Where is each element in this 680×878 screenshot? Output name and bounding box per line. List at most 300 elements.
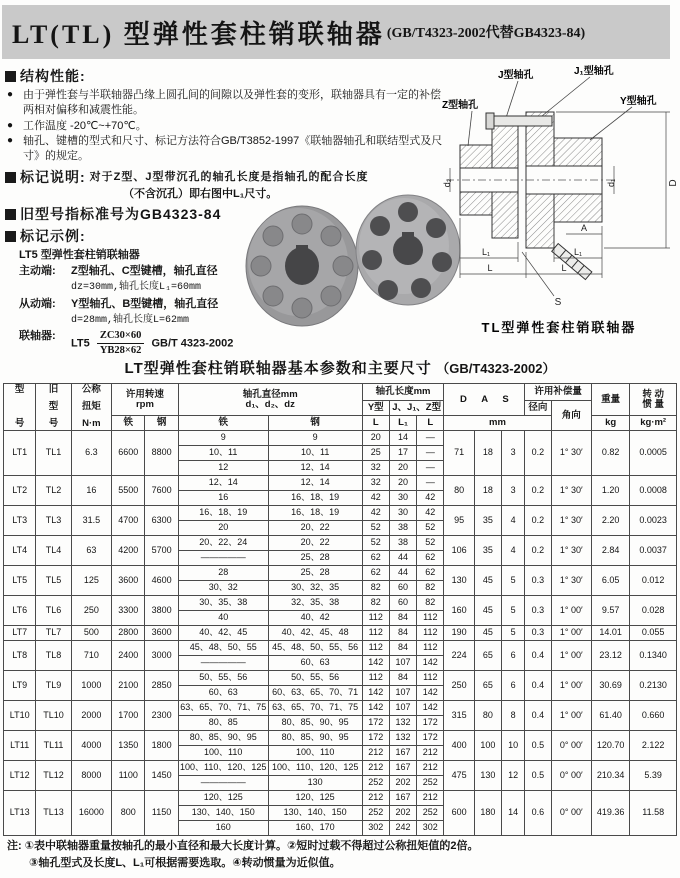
table-cell: 0.028 bbox=[630, 596, 677, 626]
table-cell: 0° 00′ bbox=[551, 761, 591, 791]
header-kg: kg bbox=[591, 416, 629, 431]
table-cell: 95 bbox=[444, 506, 474, 536]
table-cell: 25、28 bbox=[268, 551, 362, 566]
table-cell: 419.36 bbox=[591, 791, 629, 836]
table-cell: 1° 00′ bbox=[551, 671, 591, 701]
table-cell: 30 bbox=[389, 506, 416, 521]
table-cell: 2400 bbox=[112, 641, 145, 671]
table-cell: 0.5 bbox=[525, 731, 551, 761]
table-cell: 7600 bbox=[145, 476, 178, 506]
table-title-main: LT型弹性套柱销联轴器基本参数和主要尺寸 bbox=[124, 360, 432, 377]
section-structure-title bbox=[5, 67, 450, 86]
footnote-line1: 注: ①表中联轴器重量按轴孔的最小直径和最大长度计算。②短时过载不得超过公称扭矩值的2倍。 bbox=[7, 840, 479, 852]
table-cell: 0.2 bbox=[525, 476, 551, 506]
table-cell: TL5 bbox=[36, 566, 71, 596]
table-cell: 30 bbox=[389, 491, 416, 506]
table-cell: 20、22 bbox=[268, 536, 362, 551]
table-cell: 45 bbox=[474, 596, 501, 626]
table-cell: 0.3 bbox=[525, 566, 551, 596]
table-cell: 132 bbox=[389, 716, 416, 731]
table-cell: 4 bbox=[502, 506, 525, 536]
table-row bbox=[4, 671, 677, 686]
table-cell: 5500 bbox=[112, 476, 145, 506]
table-cell: 1700 bbox=[112, 701, 145, 731]
table-cell: 160 bbox=[178, 821, 268, 836]
table-row bbox=[4, 701, 677, 716]
table-row bbox=[4, 566, 677, 581]
table-cell: 8 bbox=[502, 701, 525, 731]
table-cell: TL6 bbox=[36, 596, 71, 626]
table-cell: 84 bbox=[389, 626, 416, 641]
table-cell: 112 bbox=[417, 611, 444, 626]
table-cell: 1350 bbox=[112, 731, 145, 761]
table-cell: LT2 bbox=[4, 476, 36, 506]
table-cell: 11.58 bbox=[630, 791, 677, 836]
header-radial: 径向 bbox=[525, 401, 551, 416]
table-cell: 167 bbox=[389, 761, 416, 776]
table-cell: 5.39 bbox=[630, 761, 677, 791]
table-cell: 71 bbox=[444, 431, 474, 476]
label-y-bore: Y型轴孔 bbox=[620, 96, 657, 107]
dim-L1-right: L₁ bbox=[573, 247, 583, 257]
dim-L-left: L bbox=[487, 263, 493, 273]
table-cell: 8800 bbox=[145, 431, 178, 476]
driven-end-label: 从动端: bbox=[19, 297, 56, 310]
table-cell: 84 bbox=[389, 641, 416, 656]
table-cell: 6600 bbox=[112, 431, 145, 476]
table-cell: 20 bbox=[362, 431, 389, 446]
table-cell: TL9 bbox=[36, 671, 71, 701]
table-cell: LT9 bbox=[4, 671, 36, 701]
table-cell: LT11 bbox=[4, 731, 36, 761]
table-cell: 100、110、120、125 bbox=[268, 761, 362, 776]
table-cell: 63 bbox=[71, 536, 111, 566]
table-cell: 112 bbox=[417, 626, 444, 641]
table-cell: 45、48、50、55 bbox=[178, 641, 268, 656]
coupling-designation bbox=[71, 329, 233, 358]
table-cell: 172 bbox=[417, 716, 444, 731]
marking-note-line1: 对于Z型、J型带沉孔的轴孔长度是指轴孔的配合长度 bbox=[89, 171, 369, 184]
table-cell: 20 bbox=[178, 521, 268, 536]
table-cell: 3300 bbox=[112, 596, 145, 626]
table-cell: 40、42、45 bbox=[178, 626, 268, 641]
table-cell: 12 bbox=[178, 461, 268, 476]
dim-d2: d₂ bbox=[442, 178, 452, 188]
table-cell: 23.12 bbox=[591, 641, 629, 671]
header-compensation: 许用补偿量 bbox=[525, 384, 592, 401]
driving-end-text bbox=[71, 264, 218, 294]
table-cell: 107 bbox=[389, 656, 416, 671]
table-cell: 80、85 bbox=[178, 716, 268, 731]
table-cell: — bbox=[417, 446, 444, 461]
header-L: L bbox=[362, 416, 389, 431]
table-cell: 2.122 bbox=[630, 731, 677, 761]
table-cell: 80 bbox=[474, 701, 501, 731]
table-cell: 172 bbox=[417, 731, 444, 746]
spec-table-header bbox=[4, 384, 677, 431]
table-cell: 400 bbox=[444, 731, 474, 761]
driven-end-dims: d=28mm,轴孔长度L=62mm bbox=[71, 314, 190, 326]
table-cell: 61.40 bbox=[591, 701, 629, 731]
table-cell: 160 bbox=[444, 596, 474, 626]
table-cell: 0.0005 bbox=[630, 431, 677, 476]
dim-L1-left: L₁ bbox=[481, 247, 491, 257]
table-cell: 1000 bbox=[71, 671, 111, 701]
table-cell: 52 bbox=[417, 521, 444, 536]
table-cell: 3 bbox=[502, 476, 525, 506]
header-speed-steel: 钢 bbox=[145, 416, 178, 431]
table-cell: 4200 bbox=[112, 536, 145, 566]
table-cell: 80 bbox=[444, 476, 474, 506]
driven-end-desc: Y型轴孔、B型键槽，轴孔直径 bbox=[71, 297, 219, 310]
title-bar bbox=[2, 5, 670, 59]
table-cell: 44 bbox=[389, 566, 416, 581]
table-cell: 12 bbox=[502, 761, 525, 791]
table-cell: 30、32、35 bbox=[268, 581, 362, 596]
label-z-bore: Z型轴孔 bbox=[442, 100, 479, 111]
table-cell: ————— bbox=[178, 551, 268, 566]
table-cell: 302 bbox=[417, 821, 444, 836]
table-cell: LT3 bbox=[4, 506, 36, 536]
table-cell: 112 bbox=[362, 611, 389, 626]
table-cell: 252 bbox=[417, 776, 444, 791]
table-cell: 44 bbox=[389, 551, 416, 566]
table-cell: 3000 bbox=[145, 641, 178, 671]
table-cell: 60 bbox=[389, 596, 416, 611]
table-cell: 0.3 bbox=[525, 626, 551, 641]
header-len-y-type: Y型 bbox=[362, 401, 389, 416]
header-dia-iron: 铁 bbox=[178, 416, 268, 431]
header-angular: 角向 bbox=[551, 401, 591, 431]
table-row bbox=[4, 431, 677, 446]
dim-D: D bbox=[668, 179, 679, 187]
dim-A: A bbox=[580, 223, 588, 233]
table-cell: 32 bbox=[362, 476, 389, 491]
spec-table bbox=[3, 383, 677, 836]
table-cell: 20 bbox=[389, 461, 416, 476]
table-cell: 3600 bbox=[145, 626, 178, 641]
table-cell: 14 bbox=[502, 791, 525, 836]
header-model: 型 号 bbox=[4, 384, 36, 431]
table-cell: 6.3 bbox=[71, 431, 111, 476]
table-cell: 25 bbox=[362, 446, 389, 461]
table-cell: 65 bbox=[474, 641, 501, 671]
bullet-item: ● 轴孔、键槽的型式和尺寸、标记方法符合GB/T3852-1997《联轴器轴孔和联结型式及尺寸》的规定。 bbox=[7, 134, 450, 164]
table-cell: 302 bbox=[362, 821, 389, 836]
table-cell: 60 bbox=[389, 581, 416, 596]
table-cell: 10、11 bbox=[268, 446, 362, 461]
table-cell: 0.4 bbox=[525, 701, 551, 731]
driving-end-dims: dz=30mm,轴孔长度L₁=60mm bbox=[71, 282, 202, 294]
table-cell: 1° 00′ bbox=[551, 626, 591, 641]
table-cell: 52 bbox=[417, 536, 444, 551]
header-L1: L₁ bbox=[389, 416, 416, 431]
table-cell: 0.5 bbox=[525, 761, 551, 791]
table-cell: 52 bbox=[362, 521, 389, 536]
table-cell: TL2 bbox=[36, 476, 71, 506]
table-cell: 32 bbox=[362, 461, 389, 476]
table-cell: 6.05 bbox=[591, 566, 629, 596]
table-cell: 2850 bbox=[145, 671, 178, 701]
table-cell: 9 bbox=[268, 431, 362, 446]
table-cell: LT6 bbox=[4, 596, 36, 626]
table-title-standard: （GB/T4323-2002） bbox=[436, 361, 556, 376]
header-inertia: 转 动 惯 量 bbox=[630, 384, 677, 416]
table-cell: 80、85、90、95 bbox=[178, 731, 268, 746]
table-cell: 16 bbox=[71, 476, 111, 506]
table-cell: 130、140、150 bbox=[178, 806, 268, 821]
table-cell: 142 bbox=[362, 656, 389, 671]
table-cell: 9 bbox=[178, 431, 268, 446]
example-label: 标记示例: bbox=[20, 227, 86, 244]
table-cell: LT7 bbox=[4, 626, 36, 641]
table-cell: 0.6 bbox=[525, 791, 551, 836]
table-cell: 0.0008 bbox=[630, 476, 677, 506]
table-cell: 16、18、19 bbox=[268, 506, 362, 521]
table-cell: 0.012 bbox=[630, 566, 677, 596]
table-cell: 100、110、120、125 bbox=[178, 761, 268, 776]
table-cell: 0° 00′ bbox=[551, 791, 591, 836]
table-cell: 60、63、65、70、71 bbox=[268, 686, 362, 701]
table-cell: 31.5 bbox=[71, 506, 111, 536]
table-cell: LT1 bbox=[4, 431, 36, 476]
table-row bbox=[4, 641, 677, 656]
table-cell: LT4 bbox=[4, 536, 36, 566]
table-cell: 18 bbox=[474, 431, 501, 476]
table-cell: 50、55、56 bbox=[268, 671, 362, 686]
table-cell: 2800 bbox=[112, 626, 145, 641]
table-cell: 600 bbox=[444, 791, 474, 836]
table-cell: 14.01 bbox=[591, 626, 629, 641]
table-cell: 25、28 bbox=[268, 566, 362, 581]
coupling-standard: GB/T 4323-2002 bbox=[151, 337, 234, 350]
table-cell: 142 bbox=[362, 701, 389, 716]
table-cell: TL13 bbox=[36, 791, 71, 836]
coupling-prefix: LT5 bbox=[71, 337, 90, 350]
fraction-denominator: YB28×62 bbox=[99, 345, 142, 357]
example-line1: LT5 型弹性套柱销联轴器 bbox=[19, 248, 140, 261]
square-bullet-icon bbox=[5, 231, 16, 242]
table-row bbox=[4, 476, 677, 491]
table-cell: 0.055 bbox=[630, 626, 677, 641]
table-cell: TL12 bbox=[36, 761, 71, 791]
driving-end-label: 主动端: bbox=[19, 265, 56, 278]
table-cell: 125 bbox=[71, 566, 111, 596]
table-cell: 112 bbox=[362, 671, 389, 686]
table-cell: 2300 bbox=[145, 701, 178, 731]
table-cell: 202 bbox=[389, 776, 416, 791]
table-cell: TL10 bbox=[36, 701, 71, 731]
table-cell: — bbox=[417, 476, 444, 491]
footnotes bbox=[7, 838, 673, 872]
header-speed-iron: 铁 bbox=[112, 416, 145, 431]
table-cell: 9.57 bbox=[591, 596, 629, 626]
table-cell: 1.20 bbox=[591, 476, 629, 506]
table-cell: 1100 bbox=[112, 761, 145, 791]
table-cell: 45、48、50、55、56 bbox=[268, 641, 362, 656]
table-row bbox=[4, 761, 677, 776]
table-cell: 212 bbox=[417, 761, 444, 776]
dim-S: S bbox=[554, 297, 562, 308]
page-title-standard: (GB/T4323-2002代替GB4323-84) bbox=[386, 26, 586, 41]
table-cell: 82 bbox=[417, 596, 444, 611]
table-cell: 4 bbox=[502, 536, 525, 566]
table-cell: 212 bbox=[417, 791, 444, 806]
table-cell: 190 bbox=[444, 626, 474, 641]
table-cell: 250 bbox=[71, 596, 111, 626]
table-cell: 35 bbox=[474, 536, 501, 566]
header-speed: 许用转速 rpm bbox=[112, 384, 179, 416]
table-row bbox=[4, 626, 677, 641]
table-cell: 32、35、38 bbox=[268, 596, 362, 611]
table-cell: 1° 30′ bbox=[551, 536, 591, 566]
table-cell: 0.2130 bbox=[630, 671, 677, 701]
header-L-z: L bbox=[417, 416, 444, 431]
table-cell: 17 bbox=[389, 446, 416, 461]
table-cell: 3600 bbox=[112, 566, 145, 596]
table-cell: 250 bbox=[444, 671, 474, 701]
header-mm: mm bbox=[444, 416, 551, 431]
table-cell: 212 bbox=[362, 746, 389, 761]
table-cell: 100 bbox=[474, 731, 501, 761]
table-cell: 40、42 bbox=[268, 611, 362, 626]
table-cell: 52 bbox=[362, 536, 389, 551]
table-cell: 84 bbox=[389, 671, 416, 686]
bullet-item: ● 由于弹性套与半联轴器凸缘上圆孔间的间隙以及弹性套的变形，联轴器具有一定的补偿两相对偏移和减震性能。 bbox=[7, 88, 450, 118]
table-cell: 5 bbox=[502, 566, 525, 596]
table-cell: 100、110 bbox=[178, 746, 268, 761]
table-cell: 62 bbox=[417, 566, 444, 581]
header-kgm2: kg·m² bbox=[630, 416, 677, 431]
table-cell: 132 bbox=[389, 731, 416, 746]
fraction-numerator: ZC30×60 bbox=[97, 329, 145, 344]
table-cell: 0.4 bbox=[525, 671, 551, 701]
table-cell: TL11 bbox=[36, 731, 71, 761]
table-cell: 1° 00′ bbox=[551, 701, 591, 731]
header-old-model: 旧 型 号 bbox=[36, 384, 71, 431]
table-cell: LT13 bbox=[4, 791, 36, 836]
table-cell: 42 bbox=[417, 506, 444, 521]
header-bore-length: 轴孔长度mm bbox=[362, 384, 444, 401]
table-cell: 100、110 bbox=[268, 746, 362, 761]
table-cell: 224 bbox=[444, 641, 474, 671]
table-cell: 120、125 bbox=[268, 791, 362, 806]
table-cell: 120、125 bbox=[178, 791, 268, 806]
table-cell: 130 bbox=[268, 776, 362, 791]
table-cell: 42 bbox=[362, 491, 389, 506]
table-cell: 0.2 bbox=[525, 506, 551, 536]
table-cell: 500 bbox=[71, 626, 111, 641]
table-cell: 4000 bbox=[71, 731, 111, 761]
table-cell: 107 bbox=[389, 686, 416, 701]
table-cell: 252 bbox=[362, 806, 389, 821]
table-cell: 252 bbox=[362, 776, 389, 791]
marking-note-line2: （不含沉孔）即右图中L₁尺寸。 bbox=[123, 188, 278, 200]
table-cell: 60、63 bbox=[268, 656, 362, 671]
table-cell: 38 bbox=[389, 521, 416, 536]
table-cell: 1150 bbox=[145, 791, 178, 836]
table-cell: 45 bbox=[474, 566, 501, 596]
dim-L-right: L bbox=[561, 263, 567, 273]
table-cell: 5 bbox=[502, 626, 525, 641]
table-cell: 14 bbox=[389, 431, 416, 446]
header-bore-diameter: 轴孔直径mm d₁、d₂、dz bbox=[178, 384, 362, 416]
table-cell: 12、14 bbox=[268, 461, 362, 476]
table-cell: 35 bbox=[474, 506, 501, 536]
table-row bbox=[4, 536, 677, 551]
table-cell: 167 bbox=[389, 746, 416, 761]
table-cell: 84 bbox=[389, 611, 416, 626]
table-row bbox=[4, 791, 677, 806]
table-cell: 20 bbox=[389, 476, 416, 491]
table-cell: 0.0023 bbox=[630, 506, 677, 536]
footnote-line2: ③轴孔型式及长度L、L₁可根据需要选取。④转动惯量为近似值。 bbox=[29, 857, 341, 870]
table-cell: 82 bbox=[417, 581, 444, 596]
table-cell: 800 bbox=[112, 791, 145, 836]
table-cell: 130、140、150 bbox=[268, 806, 362, 821]
table-cell: 0.1340 bbox=[630, 641, 677, 671]
table-cell: 4600 bbox=[145, 566, 178, 596]
coupling-photos bbox=[238, 190, 466, 338]
table-cell: 62 bbox=[417, 551, 444, 566]
table-cell: 20、22、24 bbox=[178, 536, 268, 551]
table-cell: 142 bbox=[417, 656, 444, 671]
table-cell: 30.69 bbox=[591, 671, 629, 701]
header-len-jz-type: J、J₁、Z型 bbox=[389, 401, 444, 416]
table-row bbox=[4, 731, 677, 746]
label-j-bore: J型轴孔 bbox=[498, 70, 534, 81]
table-cell: — bbox=[417, 461, 444, 476]
spec-table-body bbox=[4, 431, 677, 836]
table-cell: 42 bbox=[362, 506, 389, 521]
table-cell: 20、22 bbox=[268, 521, 362, 536]
square-bullet-icon bbox=[5, 71, 16, 82]
table-cell: 112 bbox=[417, 641, 444, 656]
dim-d1: d₁ bbox=[606, 178, 616, 188]
table-cell: 65 bbox=[474, 671, 501, 701]
table-cell: 212 bbox=[362, 761, 389, 776]
table-cell: 0.0037 bbox=[630, 536, 677, 566]
table-cell: 12、14 bbox=[178, 476, 268, 491]
table-cell: 6 bbox=[502, 641, 525, 671]
table-cell: 60、63 bbox=[178, 686, 268, 701]
table-cell: TL3 bbox=[36, 506, 71, 536]
table-cell: 62 bbox=[362, 566, 389, 581]
table-cell: 142 bbox=[417, 686, 444, 701]
header-torque: 公称 扭矩 N·m bbox=[71, 384, 111, 431]
table-cell: 16、18、19 bbox=[268, 491, 362, 506]
table-cell: 16、18、19 bbox=[178, 506, 268, 521]
table-cell: 106 bbox=[444, 536, 474, 566]
table-cell: 1° 30′ bbox=[551, 566, 591, 596]
table-cell: LT10 bbox=[4, 701, 36, 731]
drawing-caption: TL型弹性套柱销联轴器 bbox=[481, 320, 637, 335]
table-cell: 160、170 bbox=[268, 821, 362, 836]
table-cell: 112 bbox=[417, 671, 444, 686]
table-cell: 6300 bbox=[145, 506, 178, 536]
square-bullet-icon bbox=[5, 172, 16, 183]
table-cell: 10 bbox=[502, 731, 525, 761]
bullet-item: ● 工作温度 -20℃~+70℃。 bbox=[7, 119, 450, 134]
table-cell: 142 bbox=[362, 686, 389, 701]
table-cell: 212 bbox=[417, 746, 444, 761]
table-cell: 210.34 bbox=[591, 761, 629, 791]
table-cell: 82 bbox=[362, 596, 389, 611]
table-cell: 4700 bbox=[112, 506, 145, 536]
table-cell: 63、65、70、71、75 bbox=[268, 701, 362, 716]
header-weight: 重量 bbox=[591, 384, 629, 416]
table-cell: 107 bbox=[389, 701, 416, 716]
